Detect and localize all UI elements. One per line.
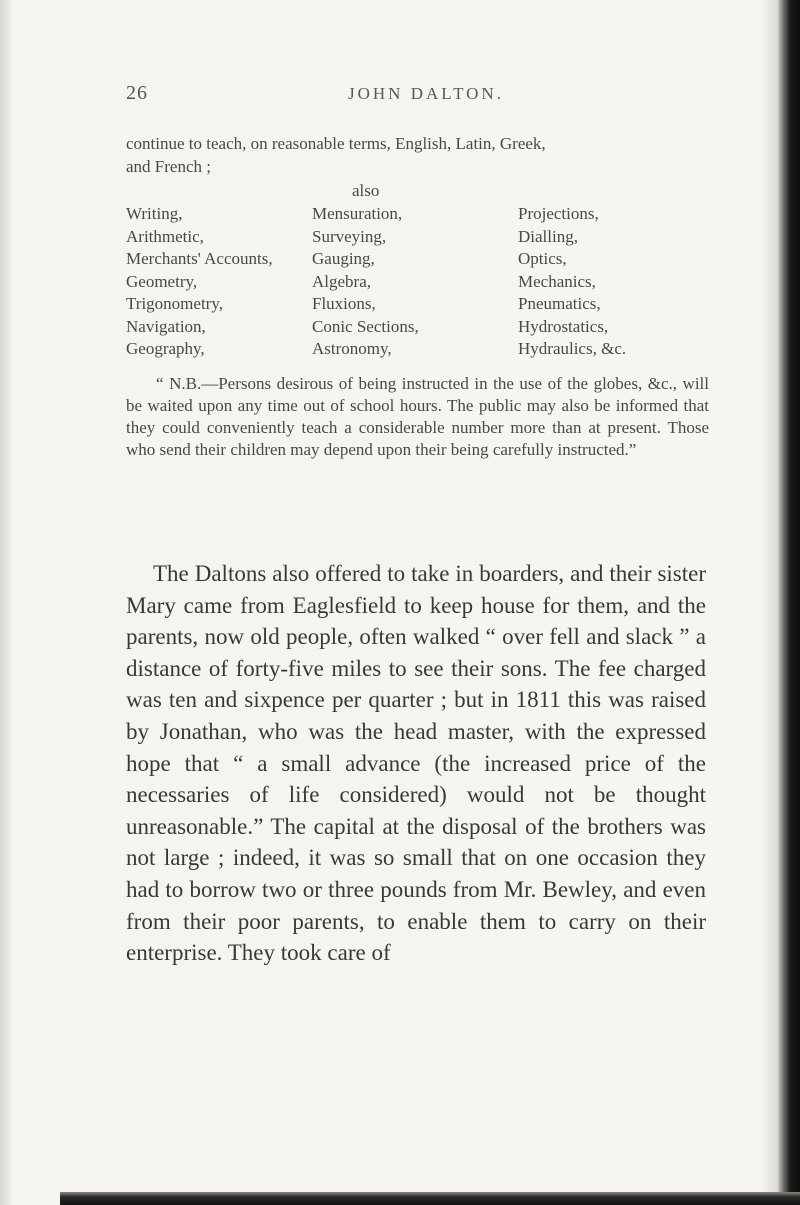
subject-item: Conic Sections,	[312, 316, 419, 336]
subject-item: Geography,	[126, 339, 205, 358]
advert-note-text: “ N.B.—Persons desirous of being instructed in the use of the globes, &c., will be waited upon any time out of school hours. The public may also be informed that they could conveniently teach a considerable number more than at present. Those who send their children may depend upon their being carefully instructed.”	[126, 374, 709, 459]
subject-row	[126, 203, 746, 226]
advert-also: also	[352, 181, 380, 200]
subject-item: Algebra,	[312, 271, 372, 291]
subject-item: Merchants' Accounts,	[126, 249, 273, 268]
subject-row	[126, 293, 746, 316]
subject-item: Mechanics,	[518, 271, 596, 291]
running-head	[0, 82, 800, 106]
subject-item: Navigation,	[126, 316, 206, 336]
subject-item: Pneumatics,	[518, 294, 601, 313]
subject-item: Trigonometry,	[126, 294, 223, 313]
subject-item: Gauging,	[312, 249, 375, 268]
subject-item: Optics,	[518, 249, 567, 268]
advert-intro-line-1: continue to teach, on reasonable terms, English, Latin, Greek,	[126, 134, 546, 153]
subject-row	[126, 316, 746, 339]
page-bottom-edge	[60, 1192, 800, 1205]
subject-item: Hydrostatics,	[518, 316, 609, 336]
advert-note	[126, 373, 709, 461]
subject-item: Astronomy,	[312, 339, 392, 358]
subject-row	[126, 271, 746, 294]
subject-list	[126, 203, 746, 361]
book-binding-edge	[778, 0, 800, 1205]
body-paragraph: The Daltons also offered to take in boarders, and their sister Mary came from Eaglesfield to keep house for them, and the parents, now old people, often walked “ over fell and slack ” a distance of forty-five miles to see their sons. The fee charged was ten and sixpence per quarter ; but in 1811 this was raised by Jonathan, who was the head master, with the expressed hope that “ a small advance (the increased price of the necessaries of life considered) would not be thought unreasonable.” The capital at the disposal of the brothers was not large ; indeed, it was so small that on one occasion they had to borrow two or three pounds from Mr. Bewley, and even from their poor parents, to enable them to carry on their enterprise. They took care of	[126, 561, 706, 966]
subject-item: Fluxions,	[312, 294, 376, 313]
subject-row	[126, 338, 746, 361]
subject-item: Writing,	[126, 204, 183, 223]
subject-item: Hydraulics, &c.	[518, 339, 627, 358]
subject-row	[126, 248, 746, 271]
subject-item: Arithmetic,	[126, 226, 204, 246]
page-number: 26	[126, 82, 148, 104]
subject-item: Surveying,	[312, 226, 387, 246]
subject-item: Mensuration,	[312, 204, 403, 223]
subject-item: Dialling,	[518, 226, 578, 246]
running-title: JOHN DALTON.	[348, 84, 504, 103]
subject-row	[126, 226, 746, 249]
page-gutter-shadow	[0, 0, 12, 1205]
advert-intro-line-2: and French ;	[126, 157, 211, 176]
body-text	[126, 558, 706, 969]
subject-item: Projections,	[518, 204, 599, 223]
subject-item: Geometry,	[126, 271, 198, 291]
